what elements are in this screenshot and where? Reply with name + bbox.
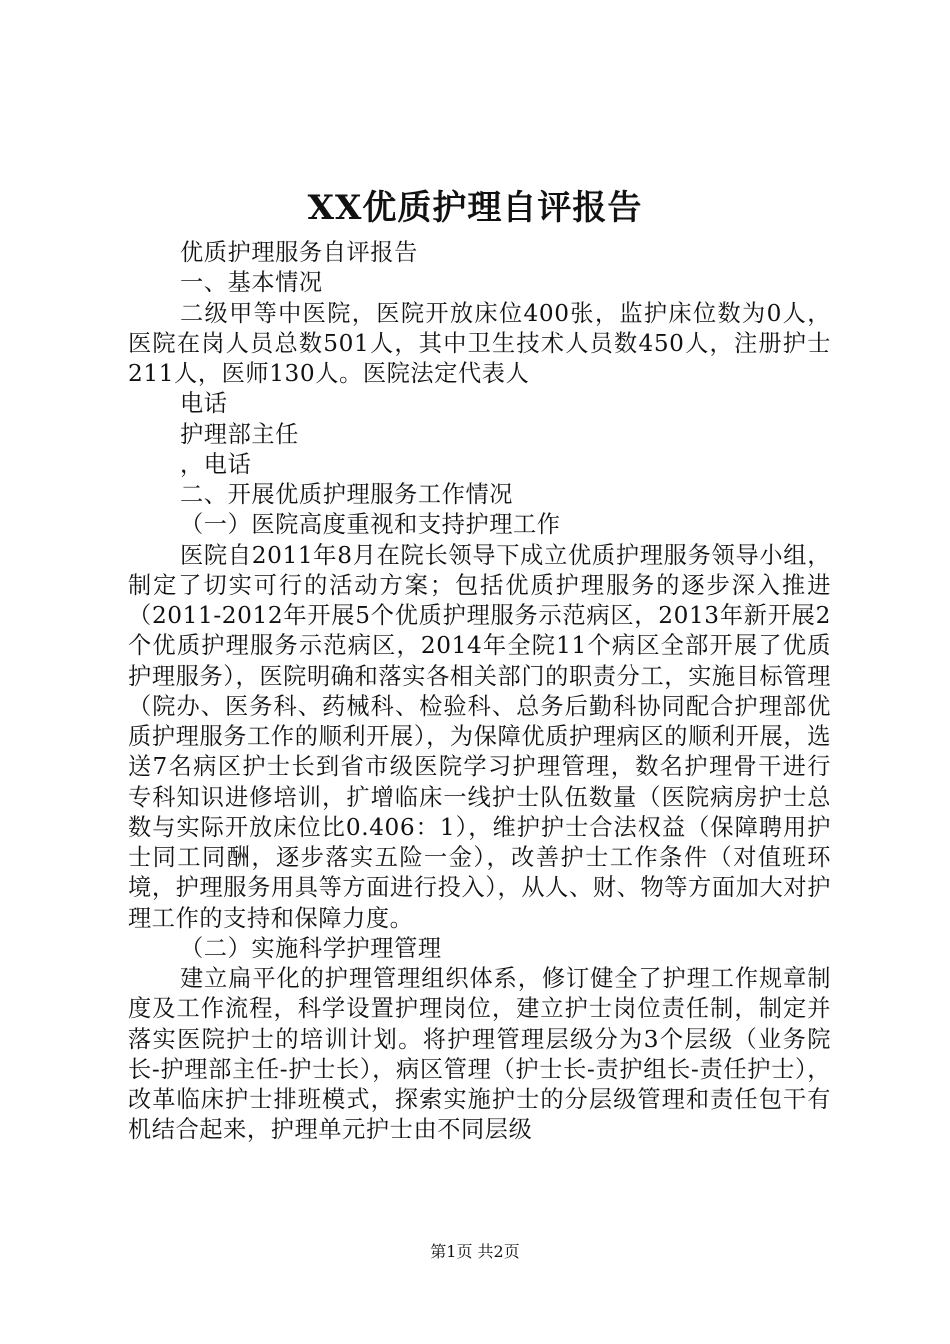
subsection-heading-management: （二）实施科学护理管理 [180,934,442,962]
paragraph-phone-2: ，电话 [180,450,252,478]
page-footer: 第1页 共2页 [430,1242,520,1261]
paragraph-support: 医院自2011年8月在院长领导下成立优质护理服务领导小组，制定了切实可行的活动方案；包括优质护理服务的逐步深入推进（2011-2012年开展5个优质护理服务示范病区，2013年新开展2个优质护理服务示范病区，2014年全院11个病区全部开展了优质护理服务），医院明确和落实各相关部门的职责分工，实施目标管理（院办、医务科、药械科、检验科、总务后勤科协同配合护理部优质护理服务工作的顺利开展），为保障优质护理病区的顺利开展，选送7名病区护士长到省市级医院学习护理管理，数名护理骨干进行专科知识进修培训，扩增临床一线护士队伍数量（医院病房护士总数与实际开放床位比0.406：1），维护护士合法权益（保障聘用护士同工同酬，逐步落实五险一金），改善护士工作条件（对值班环境，护理服务用具等方面进行投入），从人、财、物等方面加大对护理工作的支持和保障力度。 [128,541,831,932]
paragraph-basic-info: 二级甲等中医院，医院开放床位400张，监护床位数为0人，医院在岗人员总数501人，其中卫生技术人员数450人，注册护士211人，医师130人。医院法定代表人 [128,299,831,387]
document-title: XX优质护理自评报告 [307,188,643,228]
paragraph-phone: 电话 [180,390,228,418]
paragraph-subtitle: 优质护理服务自评报告 [180,239,418,266]
section-heading-service-work: 二、开展优质护理服务工作情况 [180,481,514,508]
subsection-heading-support: （一）医院高度重视和支持护理工作 [180,511,561,539]
document-body [128,238,831,1146]
paragraph-management: 建立扁平化的护理管理组织体系，修订健全了护理工作规章制度及工作流程，科学设置护理岗位，建立护士岗位责任制，制定并落实医院护士的培训计划。将护理管理层级分为3个层级（业务院长-护理部主任-护士长），病区管理（护士长-责护组长-责任护士），改革临床护士排班模式，探索实施护士的分层级管理和责任包干有机结合起来，护理单元护士由不同层级 [128,965,831,1144]
section-heading-basic-info: 一、基本情况 [180,269,323,297]
paragraph-nursing-director: 护理部主任 [180,420,299,448]
